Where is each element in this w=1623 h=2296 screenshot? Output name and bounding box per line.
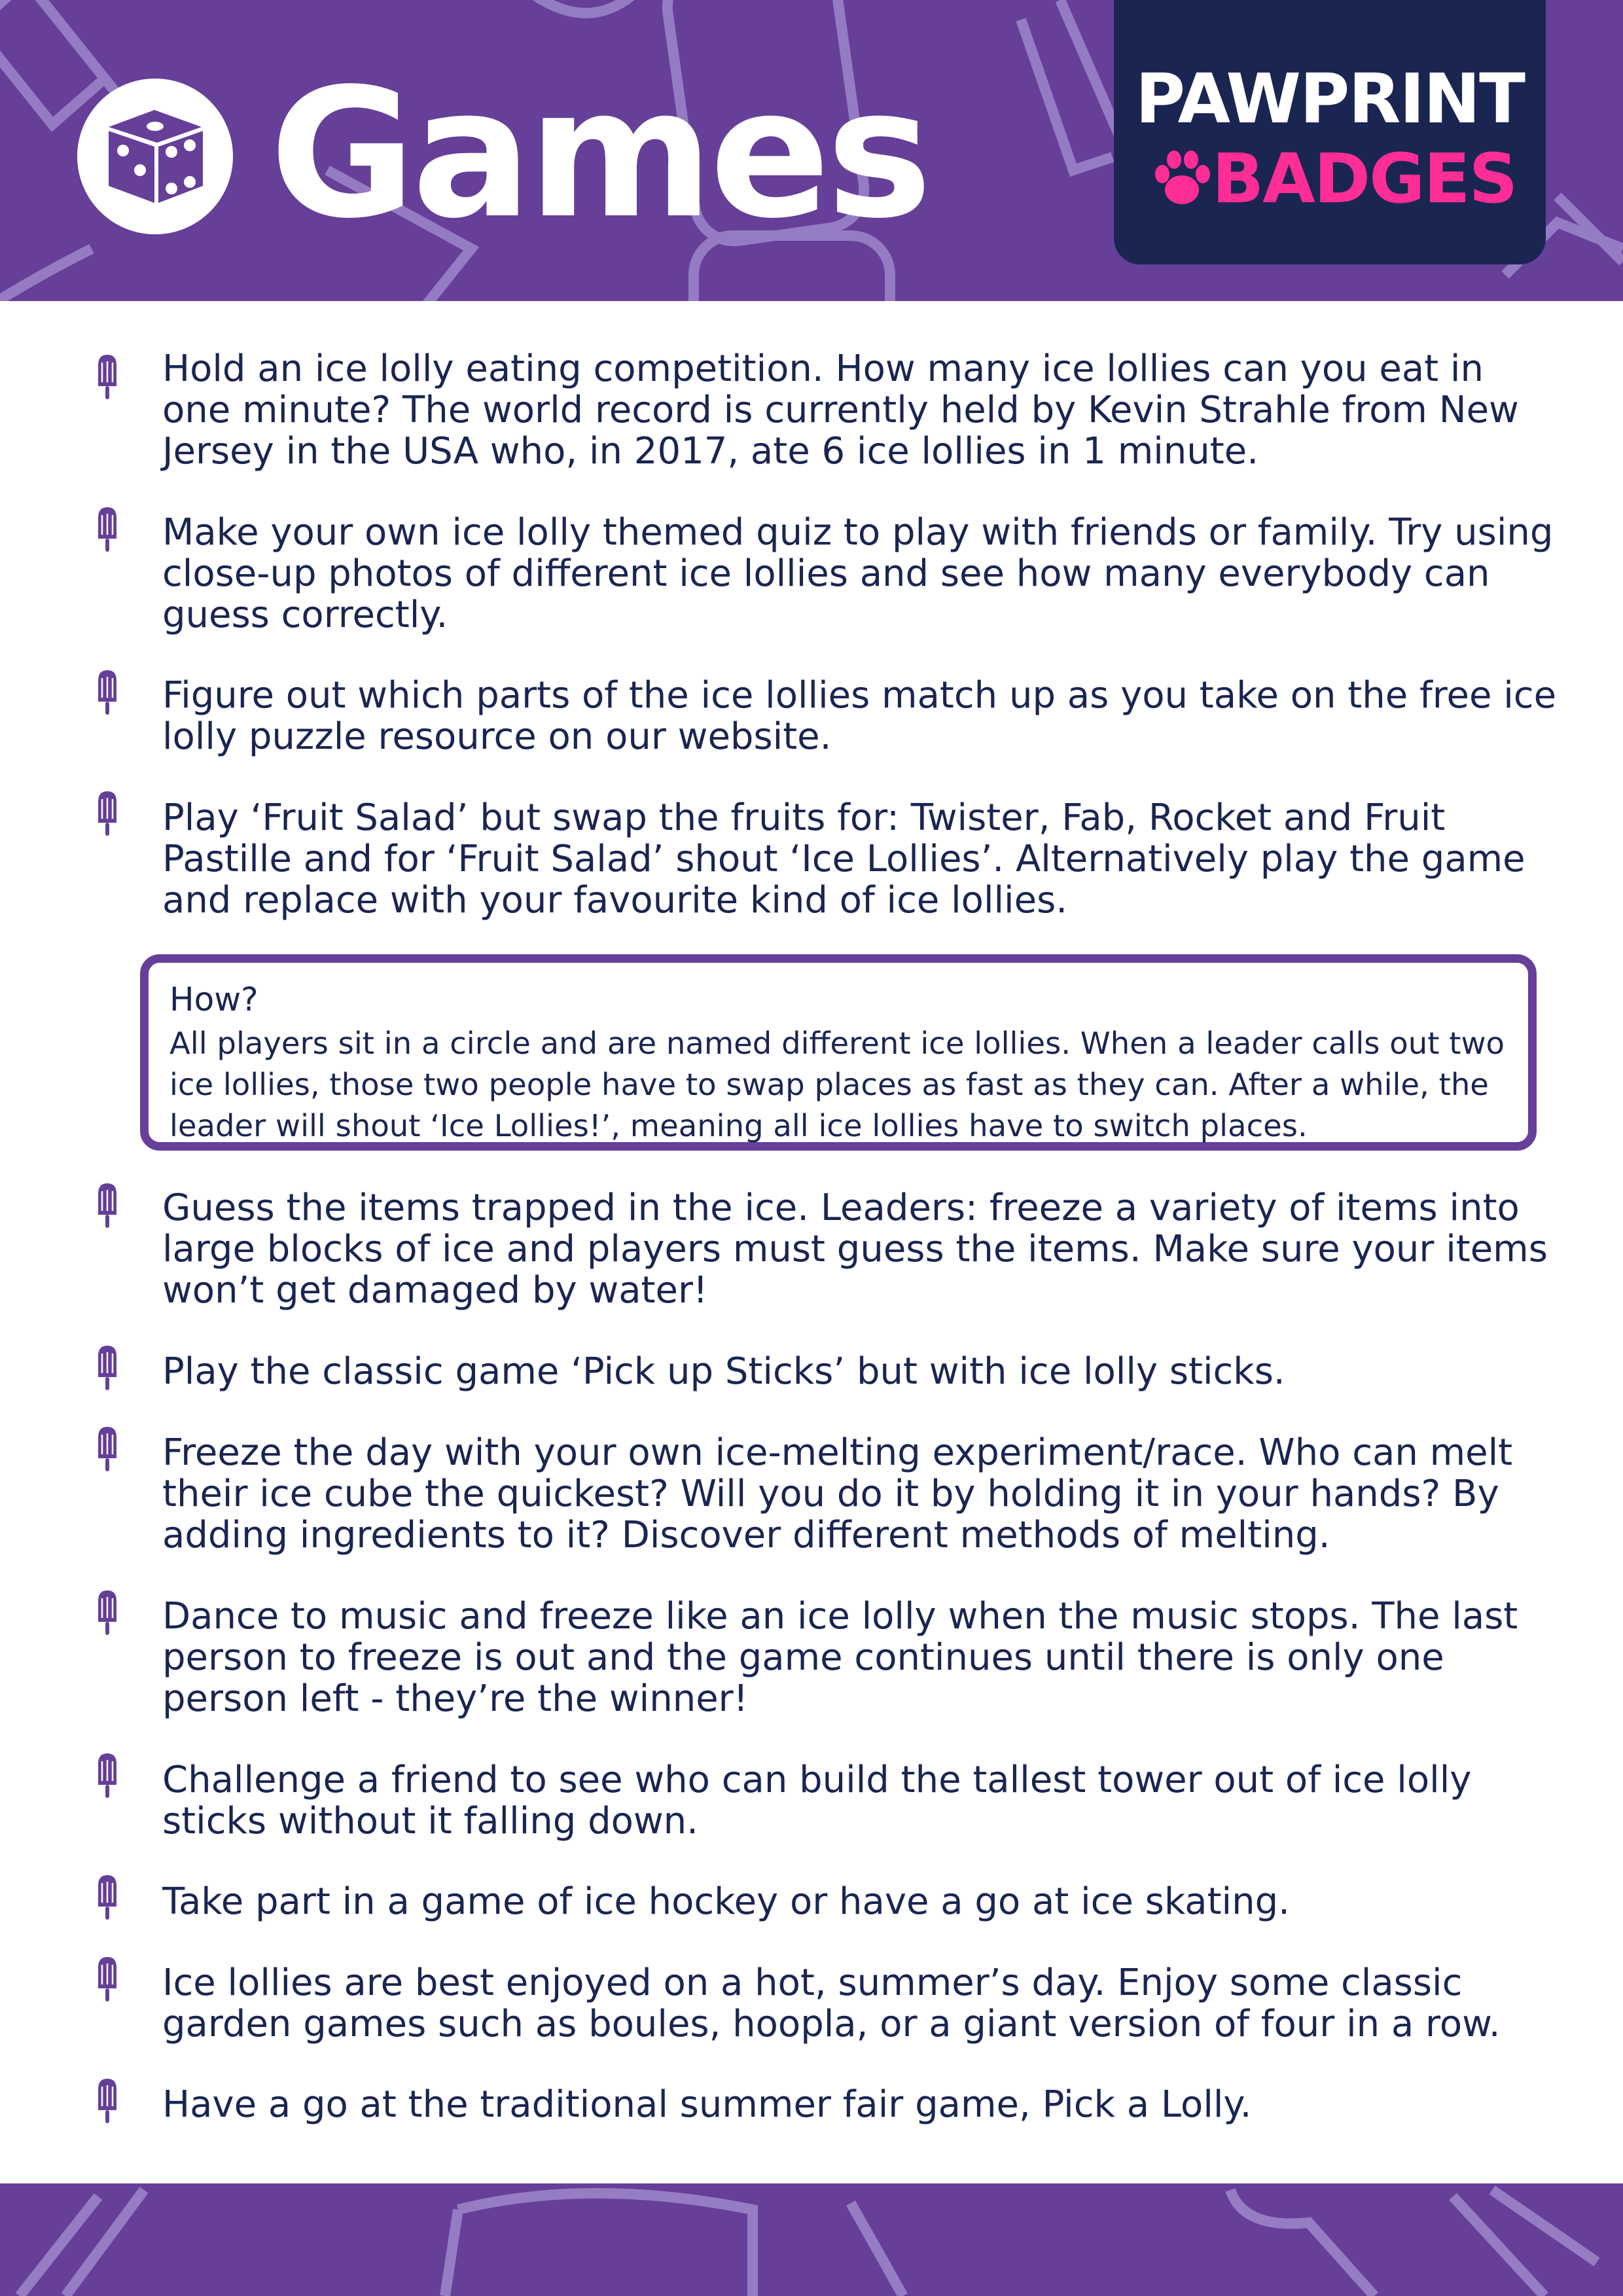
logo-line2: BADGES [1212, 139, 1517, 219]
footer-banner [0, 2183, 1623, 2296]
list-item: Guess the items trapped in the ice. Leaders: freeze a variety of items into large blocks of ice and players must guess the items. Make sure your items won’t get damaged by water! [162, 1187, 1548, 1312]
dice-icon [103, 105, 207, 208]
header-banner [0, 0, 1623, 301]
how-box-body: All players sit in a circle and are named different ice lollies. When a leader calls out two ice lollies, those two people have to swap places as fast as they can. After a while, the leader will shout ‘Ice Lollies!’, meaning all ice lollies have to switch places. [169, 1026, 1505, 1143]
list-item: Play the classic game ‘Pick up Sticks’ but with ice lolly sticks. [162, 1350, 1285, 1393]
paw-icon [1152, 149, 1212, 209]
ice-lolly-icon [96, 1874, 119, 1924]
how-to-play-box [140, 954, 1537, 1151]
ice-lolly-icon [96, 1752, 119, 1802]
ice-lolly-icon [96, 1956, 119, 2005]
list-item: Play ‘Fruit Salad’ but swap the fruits for: Twister, Fab, Rocket and Fruit Pastille and for ‘Fruit Salad’ shout ‘Ice Lollies’. Alternatively play the game and replace with your favourite kind of ice lollies. [162, 797, 1525, 922]
ice-lolly-icon [96, 790, 119, 840]
ice-lolly-icon [96, 506, 119, 556]
pawprint-badges-logo [1114, 0, 1546, 264]
ice-lolly-icon [96, 669, 119, 719]
logo-line1: PAWPRINT [1135, 59, 1525, 139]
list-item: Make your own ice lolly themed quiz to play with friends or family. Try using close-up photos of different ice lollies and see how many everybody can guess correctly. [162, 511, 1554, 636]
list-item: Freeze the day with your own ice-melting experiment/race. Who can melt their ice cube the quickest? Will you do it by holding it in your hands? By adding ingredients to it? Discover different methods of melting. [162, 1431, 1513, 1556]
ice-lolly-pattern [0, 2183, 1623, 2296]
list-item: Ice lollies are best enjoyed on a hot, summer’s day. Enjoy some classic garden games such as boules, hoopla, or a giant version of four in a row. [162, 1962, 1501, 2045]
ice-lolly-icon [96, 1426, 119, 1475]
ice-lolly-icon [96, 1182, 119, 1232]
ice-lolly-icon [96, 1344, 119, 1394]
how-box-title: How? [169, 980, 259, 1018]
list-item: Have a go at the traditional summer fair game, Pick a Lolly. [162, 2083, 1252, 2126]
list-item: Figure out which parts of the ice lollies match up as you take on the free ice lolly puzzle resource on our website. [162, 674, 1557, 758]
page-title: Games [270, 51, 929, 258]
ice-lolly-icon [96, 353, 119, 403]
dice-badge [77, 79, 233, 234]
ice-lolly-icon [96, 2077, 119, 2127]
list-item: Challenge a friend to see who can build the tallest tower out of ice lolly sticks without it falling down. [162, 1759, 1472, 1842]
list-item: Take part in a game of ice hockey or have a go at ice skating. [162, 1880, 1290, 1923]
list-item: Hold an ice lolly eating competition. How many ice lollies can you eat in one minute? The world record is currently held by Kevin Strahle from New Jersey in the USA who, in 2017, ate 6 ice lollies in 1 minute. [162, 348, 1519, 473]
ice-lolly-icon [96, 1589, 119, 1639]
list-item: Dance to music and freeze like an ice lolly when the music stops. The last person to freeze is out and the game continues until there is only one person left - they’re the winner! [162, 1595, 1518, 1720]
